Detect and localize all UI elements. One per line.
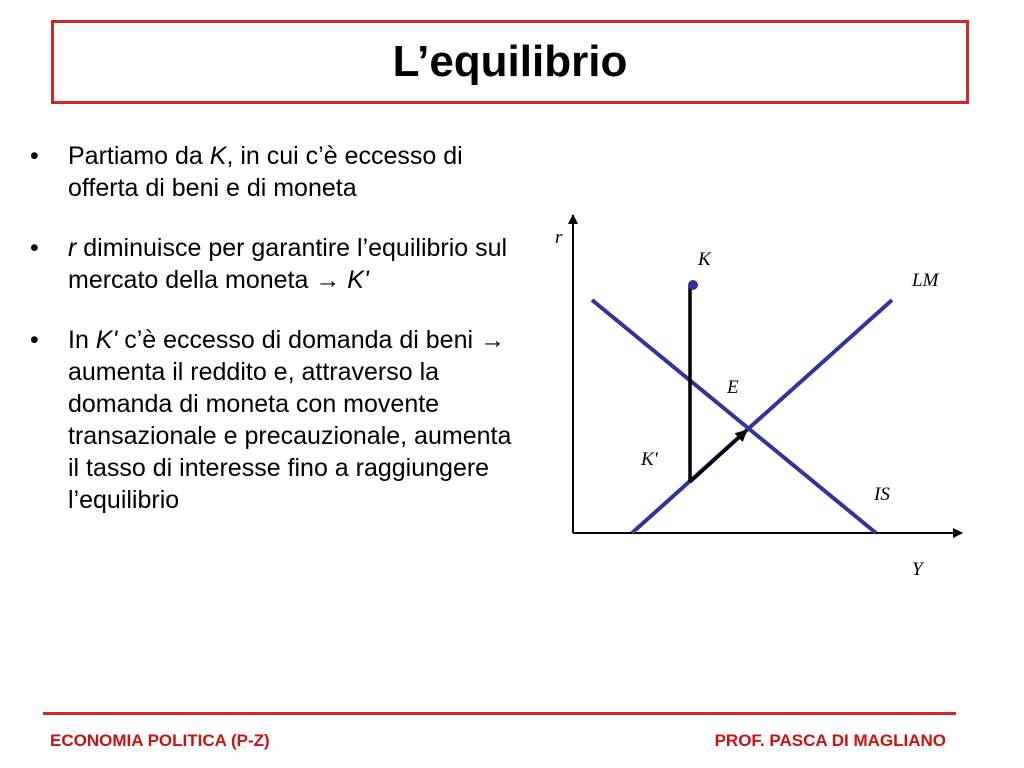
point-k-marker xyxy=(688,280,698,290)
bullet-3-text-b: c’è eccesso di domanda di beni → aumenta il reddito e, attraverso la domanda di moneta con movente transazionale e precauzionale, aumenta il tasso di interesse fino a raggiungere l’equilibrio xyxy=(68,326,512,514)
lm-label: LM xyxy=(912,270,939,291)
point-e-label: E xyxy=(727,377,739,398)
footer-professor-name: PROF. PASCA DI MAGLIANO xyxy=(714,731,946,750)
y-axis-label: r xyxy=(555,227,563,248)
shift-arrow-k-prime-to-e xyxy=(690,431,746,482)
slide-title: L’equilibrio xyxy=(392,37,628,86)
point-k-prime-label: K' xyxy=(641,449,658,470)
bullet-list xyxy=(30,140,520,544)
bullet-dot: • xyxy=(30,142,39,170)
bullet-3-text-a: In xyxy=(68,326,96,354)
bullet-1-text-a: Partiamo da xyxy=(68,142,210,170)
bullet-item-3 xyxy=(30,324,520,516)
point-k-label: K xyxy=(698,249,711,270)
is-label: IS xyxy=(874,484,890,505)
bullet-2-symbol-r: r xyxy=(68,234,77,262)
bullet-item-1 xyxy=(30,140,520,204)
bullet-1-text-b: , in cui c’è eccesso di offerta di beni e di moneta xyxy=(68,142,463,202)
lm-curve xyxy=(632,300,892,533)
bullet-item-2 xyxy=(30,232,520,296)
x-axis-label: Y xyxy=(912,559,923,580)
title-box xyxy=(51,20,969,104)
bullet-2-text-b: diminuisce per garantire l’equilibrio sul mercato della moneta → xyxy=(68,234,508,294)
bullet-2-symbol-k-prime: K' xyxy=(347,266,369,294)
bullet-1-symbol-k: K xyxy=(209,142,227,170)
footer-rule xyxy=(43,712,956,715)
bullet-3-symbol-k-prime: K' xyxy=(95,326,118,354)
bullet-dot: • xyxy=(30,326,39,354)
bullet-dot: • xyxy=(30,234,39,262)
is-lm-diagram xyxy=(540,205,980,595)
footer-course-name: ECONOMIA POLITICA (P-Z) xyxy=(50,731,270,750)
is-curve xyxy=(592,300,876,533)
